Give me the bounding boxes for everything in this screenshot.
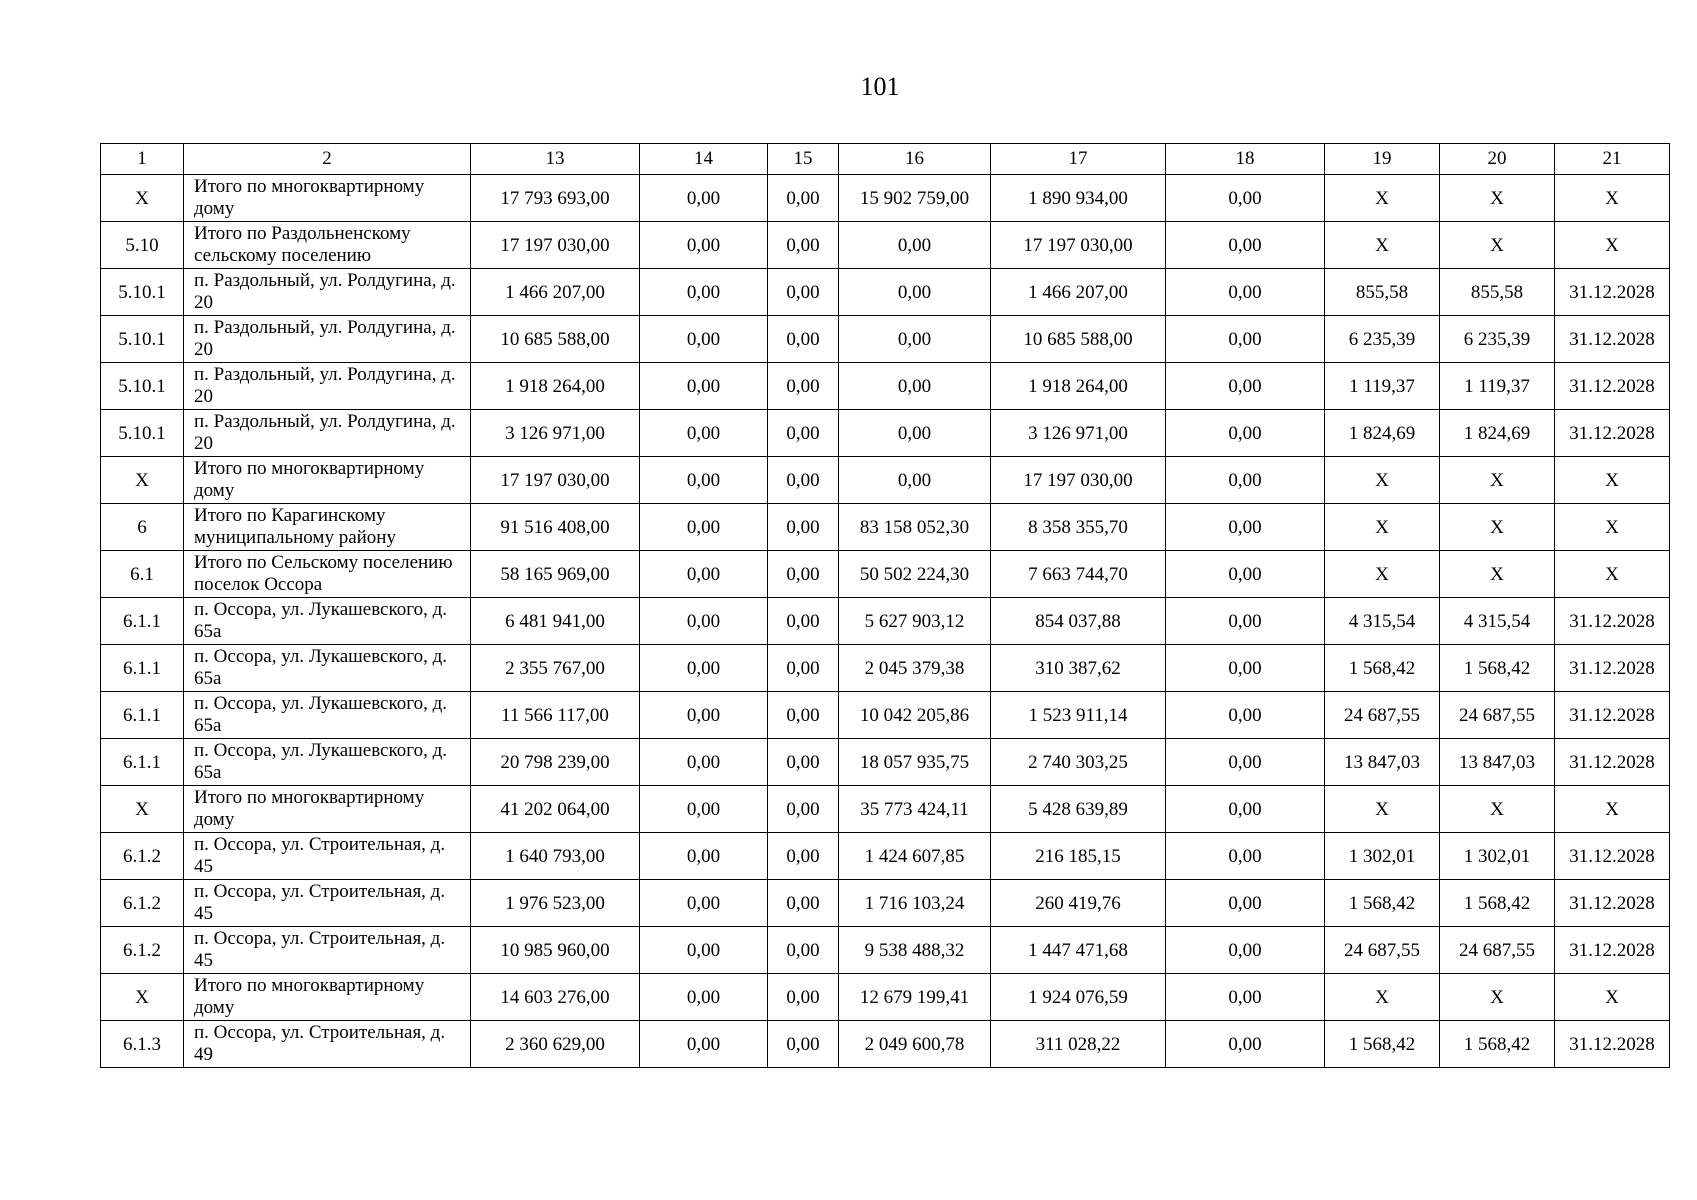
object-name-cell: п. Раздольный, ул. Ролдугина, д. 20 <box>184 316 471 363</box>
column-header: 18 <box>1166 144 1325 175</box>
col-17-cell: 1 924 076,59 <box>991 974 1166 1021</box>
col-15-cell: 0,00 <box>768 598 839 645</box>
col-18-cell: 0,00 <box>1166 974 1325 1021</box>
col-20-cell: 1 302,01 <box>1440 833 1555 880</box>
col-16-cell: 83 158 052,30 <box>839 504 991 551</box>
col-19-cell: 1 302,01 <box>1325 833 1440 880</box>
col-13-cell: 17 197 030,00 <box>471 222 640 269</box>
col-21-cell: X <box>1555 786 1670 833</box>
col-16-cell: 18 057 935,75 <box>839 739 991 786</box>
col-21-cell: X <box>1555 175 1670 222</box>
col-13-cell: 6 481 941,00 <box>471 598 640 645</box>
col-15-cell: 0,00 <box>768 222 839 269</box>
col-16-cell: 9 538 488,32 <box>839 927 991 974</box>
object-name-cell: п. Оссора, ул. Строительная, д. 45 <box>184 927 471 974</box>
col-18-cell: 0,00 <box>1166 692 1325 739</box>
col-13-cell: 14 603 276,00 <box>471 974 640 1021</box>
col-21-cell: 31.12.2028 <box>1555 316 1670 363</box>
table-row <box>101 833 1670 880</box>
object-name-cell: п. Оссора, ул. Строительная, д. 45 <box>184 833 471 880</box>
col-20-cell: 4 315,54 <box>1440 598 1555 645</box>
col-17-cell: 854 037,88 <box>991 598 1166 645</box>
col-19-cell: 1 119,37 <box>1325 363 1440 410</box>
col-21-cell: 31.12.2028 <box>1555 363 1670 410</box>
table-row <box>101 692 1670 739</box>
column-header: 19 <box>1325 144 1440 175</box>
column-header: 2 <box>184 144 471 175</box>
col-14-cell: 0,00 <box>640 598 768 645</box>
col-18-cell: 0,00 <box>1166 457 1325 504</box>
col-15-cell: 0,00 <box>768 551 839 598</box>
table-row <box>101 1021 1670 1068</box>
col-15-cell: 0,00 <box>768 504 839 551</box>
col-21-cell: X <box>1555 222 1670 269</box>
col-13-cell: 20 798 239,00 <box>471 739 640 786</box>
col-17-cell: 3 126 971,00 <box>991 410 1166 457</box>
col-16-cell: 1 716 103,24 <box>839 880 991 927</box>
col-13-cell: 1 466 207,00 <box>471 269 640 316</box>
col-13-cell: 1 640 793,00 <box>471 833 640 880</box>
row-number-cell: 6.1 <box>101 551 184 598</box>
column-header: 1 <box>101 144 184 175</box>
col-18-cell: 0,00 <box>1166 504 1325 551</box>
table-row <box>101 927 1670 974</box>
col-18-cell: 0,00 <box>1166 363 1325 410</box>
column-header: 14 <box>640 144 768 175</box>
col-13-cell: 91 516 408,00 <box>471 504 640 551</box>
row-number-cell: 6.1.1 <box>101 739 184 786</box>
col-14-cell: 0,00 <box>640 739 768 786</box>
col-15-cell: 0,00 <box>768 833 839 880</box>
col-14-cell: 0,00 <box>640 410 768 457</box>
col-20-cell: 1 568,42 <box>1440 880 1555 927</box>
col-21-cell: 31.12.2028 <box>1555 927 1670 974</box>
col-19-cell: 855,58 <box>1325 269 1440 316</box>
col-14-cell: 0,00 <box>640 833 768 880</box>
data-table <box>100 143 1670 1068</box>
col-17-cell: 8 358 355,70 <box>991 504 1166 551</box>
col-20-cell: X <box>1440 504 1555 551</box>
col-17-cell: 5 428 639,89 <box>991 786 1166 833</box>
col-14-cell: 0,00 <box>640 269 768 316</box>
object-name-cell: п. Оссора, ул. Строительная, д. 45 <box>184 880 471 927</box>
table-row <box>101 316 1670 363</box>
col-15-cell: 0,00 <box>768 269 839 316</box>
object-name-cell: п. Оссора, ул. Лукашевского, д. 65а <box>184 692 471 739</box>
col-13-cell: 1 976 523,00 <box>471 880 640 927</box>
column-header: 15 <box>768 144 839 175</box>
col-17-cell: 310 387,62 <box>991 645 1166 692</box>
col-19-cell: 6 235,39 <box>1325 316 1440 363</box>
col-20-cell: 13 847,03 <box>1440 739 1555 786</box>
col-14-cell: 0,00 <box>640 504 768 551</box>
row-number-cell: X <box>101 457 184 504</box>
table-row <box>101 269 1670 316</box>
col-18-cell: 0,00 <box>1166 410 1325 457</box>
col-21-cell: 31.12.2028 <box>1555 645 1670 692</box>
row-number-cell: 5.10.1 <box>101 269 184 316</box>
col-14-cell: 0,00 <box>640 974 768 1021</box>
row-number-cell: 5.10 <box>101 222 184 269</box>
col-14-cell: 0,00 <box>640 363 768 410</box>
col-20-cell: 1 568,42 <box>1440 1021 1555 1068</box>
col-17-cell: 1 890 934,00 <box>991 175 1166 222</box>
object-name-cell: п. Оссора, ул. Лукашевского, д. 65а <box>184 739 471 786</box>
col-17-cell: 17 197 030,00 <box>991 222 1166 269</box>
row-number-cell: 6.1.2 <box>101 880 184 927</box>
col-21-cell: 31.12.2028 <box>1555 269 1670 316</box>
col-14-cell: 0,00 <box>640 692 768 739</box>
column-header: 21 <box>1555 144 1670 175</box>
col-15-cell: 0,00 <box>768 645 839 692</box>
page-number: 101 <box>860 72 900 101</box>
col-18-cell: 0,00 <box>1166 175 1325 222</box>
row-number-cell: 6.1.2 <box>101 927 184 974</box>
row-number-cell: 6.1.1 <box>101 645 184 692</box>
col-13-cell: 1 918 264,00 <box>471 363 640 410</box>
row-number-cell: 5.10.1 <box>101 363 184 410</box>
col-21-cell: 31.12.2028 <box>1555 1021 1670 1068</box>
table-row <box>101 504 1670 551</box>
col-21-cell: X <box>1555 551 1670 598</box>
col-13-cell: 58 165 969,00 <box>471 551 640 598</box>
col-13-cell: 3 126 971,00 <box>471 410 640 457</box>
col-16-cell: 0,00 <box>839 363 991 410</box>
col-19-cell: X <box>1325 504 1440 551</box>
col-17-cell: 7 663 744,70 <box>991 551 1166 598</box>
col-16-cell: 2 049 600,78 <box>839 1021 991 1068</box>
col-18-cell: 0,00 <box>1166 551 1325 598</box>
col-13-cell: 10 985 960,00 <box>471 927 640 974</box>
table-row <box>101 410 1670 457</box>
col-19-cell: X <box>1325 974 1440 1021</box>
col-16-cell: 0,00 <box>839 269 991 316</box>
object-name-cell: п. Раздольный, ул. Ролдугина, д. 20 <box>184 269 471 316</box>
col-21-cell: X <box>1555 504 1670 551</box>
col-14-cell: 0,00 <box>640 222 768 269</box>
col-14-cell: 0,00 <box>640 645 768 692</box>
object-name-cell: Итого по Раздольненскому сельскому поселению <box>184 222 471 269</box>
column-header: 20 <box>1440 144 1555 175</box>
col-17-cell: 1 918 264,00 <box>991 363 1166 410</box>
col-20-cell: 1 824,69 <box>1440 410 1555 457</box>
col-21-cell: 31.12.2028 <box>1555 739 1670 786</box>
col-13-cell: 2 360 629,00 <box>471 1021 640 1068</box>
col-15-cell: 0,00 <box>768 739 839 786</box>
col-19-cell: 1 568,42 <box>1325 645 1440 692</box>
table-row <box>101 598 1670 645</box>
object-name-cell: п. Оссора, ул. Лукашевского, д. 65а <box>184 598 471 645</box>
col-15-cell: 0,00 <box>768 1021 839 1068</box>
col-13-cell: 2 355 767,00 <box>471 645 640 692</box>
row-number-cell: 6.1.1 <box>101 598 184 645</box>
col-18-cell: 0,00 <box>1166 316 1325 363</box>
col-14-cell: 0,00 <box>640 1021 768 1068</box>
col-17-cell: 260 419,76 <box>991 880 1166 927</box>
row-number-cell: 6.1.3 <box>101 1021 184 1068</box>
col-17-cell: 1 466 207,00 <box>991 269 1166 316</box>
col-19-cell: X <box>1325 551 1440 598</box>
table-row <box>101 974 1670 1021</box>
row-number-cell: 6.1.2 <box>101 833 184 880</box>
object-name-cell: п. Раздольный, ул. Ролдугина, д. 20 <box>184 410 471 457</box>
col-20-cell: X <box>1440 457 1555 504</box>
col-18-cell: 0,00 <box>1166 645 1325 692</box>
col-14-cell: 0,00 <box>640 927 768 974</box>
row-number-cell: 5.10.1 <box>101 316 184 363</box>
col-13-cell: 41 202 064,00 <box>471 786 640 833</box>
object-name-cell: Итого по Карагинскому муниципальному району <box>184 504 471 551</box>
col-19-cell: 1 568,42 <box>1325 1021 1440 1068</box>
col-13-cell: 10 685 588,00 <box>471 316 640 363</box>
table-body <box>101 144 1670 1068</box>
col-17-cell: 17 197 030,00 <box>991 457 1166 504</box>
col-19-cell: 13 847,03 <box>1325 739 1440 786</box>
row-number-cell: 6 <box>101 504 184 551</box>
object-name-cell: Итого по Сельскому поселению поселок Оссора <box>184 551 471 598</box>
col-20-cell: X <box>1440 974 1555 1021</box>
col-15-cell: 0,00 <box>768 974 839 1021</box>
table-header-row <box>101 144 1670 175</box>
table-row <box>101 786 1670 833</box>
col-17-cell: 1 523 911,14 <box>991 692 1166 739</box>
col-16-cell: 1 424 607,85 <box>839 833 991 880</box>
col-13-cell: 11 566 117,00 <box>471 692 640 739</box>
col-21-cell: 31.12.2028 <box>1555 692 1670 739</box>
col-15-cell: 0,00 <box>768 692 839 739</box>
col-14-cell: 0,00 <box>640 457 768 504</box>
col-15-cell: 0,00 <box>768 175 839 222</box>
col-15-cell: 0,00 <box>768 316 839 363</box>
col-21-cell: 31.12.2028 <box>1555 833 1670 880</box>
col-18-cell: 0,00 <box>1166 786 1325 833</box>
col-14-cell: 0,00 <box>640 880 768 927</box>
object-name-cell: п. Оссора, ул. Лукашевского, д. 65а <box>184 645 471 692</box>
col-17-cell: 311 028,22 <box>991 1021 1166 1068</box>
col-19-cell: 4 315,54 <box>1325 598 1440 645</box>
col-16-cell: 0,00 <box>839 316 991 363</box>
row-number-cell: 6.1.1 <box>101 692 184 739</box>
col-20-cell: 855,58 <box>1440 269 1555 316</box>
object-name-cell: п. Раздольный, ул. Ролдугина, д. 20 <box>184 363 471 410</box>
table-row <box>101 645 1670 692</box>
row-number-cell: X <box>101 175 184 222</box>
col-15-cell: 0,00 <box>768 786 839 833</box>
column-header: 16 <box>839 144 991 175</box>
col-17-cell: 10 685 588,00 <box>991 316 1166 363</box>
col-17-cell: 1 447 471,68 <box>991 927 1166 974</box>
object-name-cell: Итого по многоквартирному дому <box>184 786 471 833</box>
object-name-cell: п. Оссора, ул. Строительная, д. 49 <box>184 1021 471 1068</box>
row-number-cell: 5.10.1 <box>101 410 184 457</box>
col-20-cell: 24 687,55 <box>1440 692 1555 739</box>
col-20-cell: X <box>1440 175 1555 222</box>
col-18-cell: 0,00 <box>1166 1021 1325 1068</box>
col-14-cell: 0,00 <box>640 786 768 833</box>
col-15-cell: 0,00 <box>768 457 839 504</box>
col-19-cell: X <box>1325 222 1440 269</box>
col-17-cell: 2 740 303,25 <box>991 739 1166 786</box>
col-21-cell: 31.12.2028 <box>1555 880 1670 927</box>
col-21-cell: 31.12.2028 <box>1555 598 1670 645</box>
col-16-cell: 15 902 759,00 <box>839 175 991 222</box>
col-16-cell: 2 045 379,38 <box>839 645 991 692</box>
col-19-cell: X <box>1325 786 1440 833</box>
col-19-cell: 1 568,42 <box>1325 880 1440 927</box>
object-name-cell: Итого по многоквартирному дому <box>184 175 471 222</box>
col-18-cell: 0,00 <box>1166 833 1325 880</box>
col-18-cell: 0,00 <box>1166 927 1325 974</box>
col-19-cell: 1 824,69 <box>1325 410 1440 457</box>
col-14-cell: 0,00 <box>640 551 768 598</box>
col-19-cell: 24 687,55 <box>1325 692 1440 739</box>
col-16-cell: 50 502 224,30 <box>839 551 991 598</box>
col-20-cell: X <box>1440 222 1555 269</box>
col-13-cell: 17 197 030,00 <box>471 457 640 504</box>
col-15-cell: 0,00 <box>768 363 839 410</box>
col-18-cell: 0,00 <box>1166 739 1325 786</box>
col-16-cell: 0,00 <box>839 410 991 457</box>
col-20-cell: 1 568,42 <box>1440 645 1555 692</box>
col-18-cell: 0,00 <box>1166 880 1325 927</box>
col-21-cell: 31.12.2028 <box>1555 410 1670 457</box>
col-16-cell: 10 042 205,86 <box>839 692 991 739</box>
col-15-cell: 0,00 <box>768 410 839 457</box>
col-16-cell: 35 773 424,11 <box>839 786 991 833</box>
col-19-cell: X <box>1325 457 1440 504</box>
column-header: 13 <box>471 144 640 175</box>
object-name-cell: Итого по многоквартирному дому <box>184 457 471 504</box>
col-20-cell: 1 119,37 <box>1440 363 1555 410</box>
col-20-cell: 6 235,39 <box>1440 316 1555 363</box>
table-row <box>101 551 1670 598</box>
table-row <box>101 222 1670 269</box>
col-16-cell: 12 679 199,41 <box>839 974 991 1021</box>
col-15-cell: 0,00 <box>768 927 839 974</box>
table-row <box>101 175 1670 222</box>
col-14-cell: 0,00 <box>640 175 768 222</box>
col-13-cell: 17 793 693,00 <box>471 175 640 222</box>
col-14-cell: 0,00 <box>640 316 768 363</box>
table-row <box>101 363 1670 410</box>
col-20-cell: X <box>1440 786 1555 833</box>
col-20-cell: 24 687,55 <box>1440 927 1555 974</box>
col-16-cell: 0,00 <box>839 222 991 269</box>
col-16-cell: 5 627 903,12 <box>839 598 991 645</box>
object-name-cell: Итого по многоквартирному дому <box>184 974 471 1021</box>
col-20-cell: X <box>1440 551 1555 598</box>
col-17-cell: 216 185,15 <box>991 833 1166 880</box>
row-number-cell: X <box>101 786 184 833</box>
col-16-cell: 0,00 <box>839 457 991 504</box>
table-row <box>101 739 1670 786</box>
col-18-cell: 0,00 <box>1166 598 1325 645</box>
col-21-cell: X <box>1555 974 1670 1021</box>
col-19-cell: 24 687,55 <box>1325 927 1440 974</box>
col-21-cell: X <box>1555 457 1670 504</box>
table-row <box>101 457 1670 504</box>
col-15-cell: 0,00 <box>768 880 839 927</box>
col-18-cell: 0,00 <box>1166 269 1325 316</box>
row-number-cell: X <box>101 974 184 1021</box>
col-19-cell: X <box>1325 175 1440 222</box>
table-row <box>101 880 1670 927</box>
col-18-cell: 0,00 <box>1166 222 1325 269</box>
column-header: 17 <box>991 144 1166 175</box>
